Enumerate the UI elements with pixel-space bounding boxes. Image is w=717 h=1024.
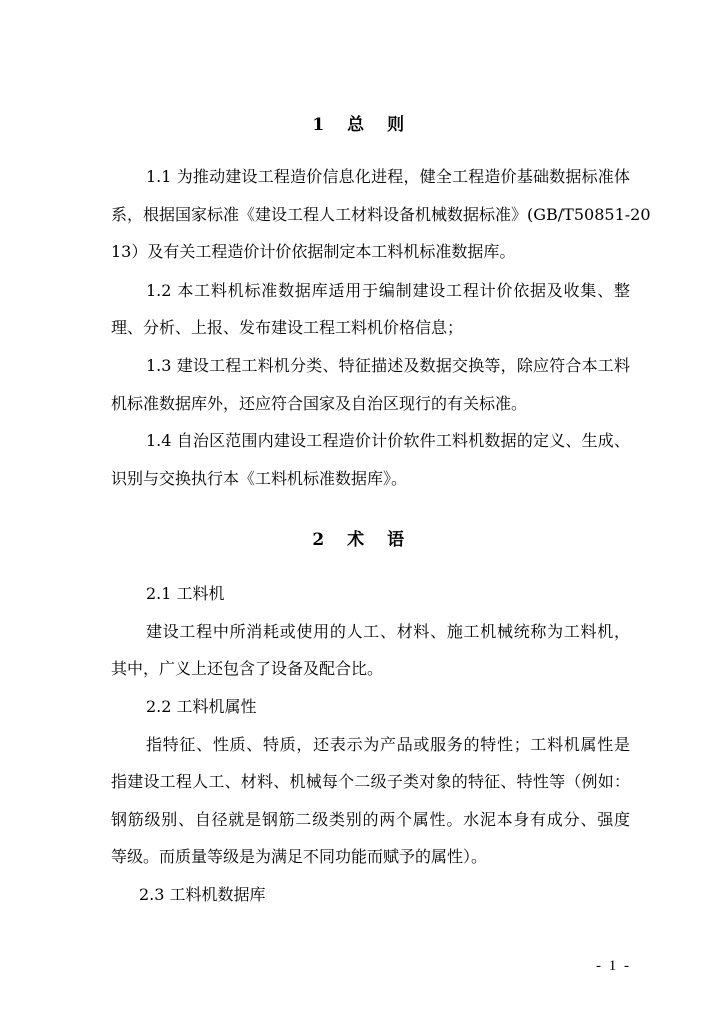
- section-1-heading: [0, 110, 717, 135]
- paragraph-line: 指建设工程人工、材料、机械每个二级子类对象的特征、特性等（例如：: [111, 772, 630, 791]
- paragraph-line: 其中，广义上还包含了设备及配合比。: [111, 659, 384, 678]
- paragraph-line: 1.2 本工料机标准数据库适用于编制建设工程计价依据及收集、整: [146, 281, 630, 300]
- paragraph-line: 识别与交换执行本《工料机标准数据库》。: [111, 469, 408, 488]
- paragraph-line: 建设工程中所消耗或使用的人工、材料、施工机械统称为工料机，: [146, 622, 630, 641]
- paragraph-line: 指特征、性质、特质，还表示为产品或服务的特性；工料机属性是: [146, 735, 630, 754]
- paragraph-line: 13）及有关工程造价计价依据制定本工料机标准数据库。: [111, 242, 516, 261]
- paragraph-line: 系，根据国家标准《建设工程人工材料设备机械数据标准》(GB/T50851-20: [111, 205, 651, 224]
- section-2-number: 2: [312, 530, 325, 550]
- section-2-title-char-2: 语: [387, 530, 405, 550]
- term-heading: 2.2 工料机属性: [146, 697, 257, 716]
- paragraph-line: 钢筋级别、自径就是钢筋二级类别的两个属性。水泥本身有成分、强度: [111, 810, 630, 829]
- term-heading: 2.3 工料机数据库: [139, 885, 266, 904]
- paragraph-line: 1.4 自治区范围内建设工程造价计价软件工料机数据的定义、生成、: [146, 431, 630, 450]
- page-number: - 1 -: [596, 958, 631, 974]
- section-1-number: 1: [312, 115, 325, 135]
- section-1-title-char-1: 总: [347, 115, 365, 135]
- section-2-heading: [0, 525, 717, 550]
- paragraph-line: 等级。而质量等级是为满足不同功能而赋予的属性）。: [111, 847, 488, 866]
- paragraph-line: 机标准数据库外，还应符合国家及自治区现行的有关标准。: [111, 394, 528, 413]
- paragraph-line: 1.1 为推动建设工程造价信息化进程，健全工程造价基础数据标准体: [146, 167, 630, 186]
- term-heading: 2.1 工料机: [146, 584, 225, 603]
- section-1-title-char-2: 则: [387, 115, 405, 135]
- paragraph-line: 理、分析、上报、发布建设工程工料机价格信息；: [111, 318, 464, 337]
- section-2-title-char-1: 术: [347, 530, 365, 550]
- paragraph-line: 1.3 建设工程工料机分类、特征描述及数据交换等，除应符合本工料: [146, 356, 630, 375]
